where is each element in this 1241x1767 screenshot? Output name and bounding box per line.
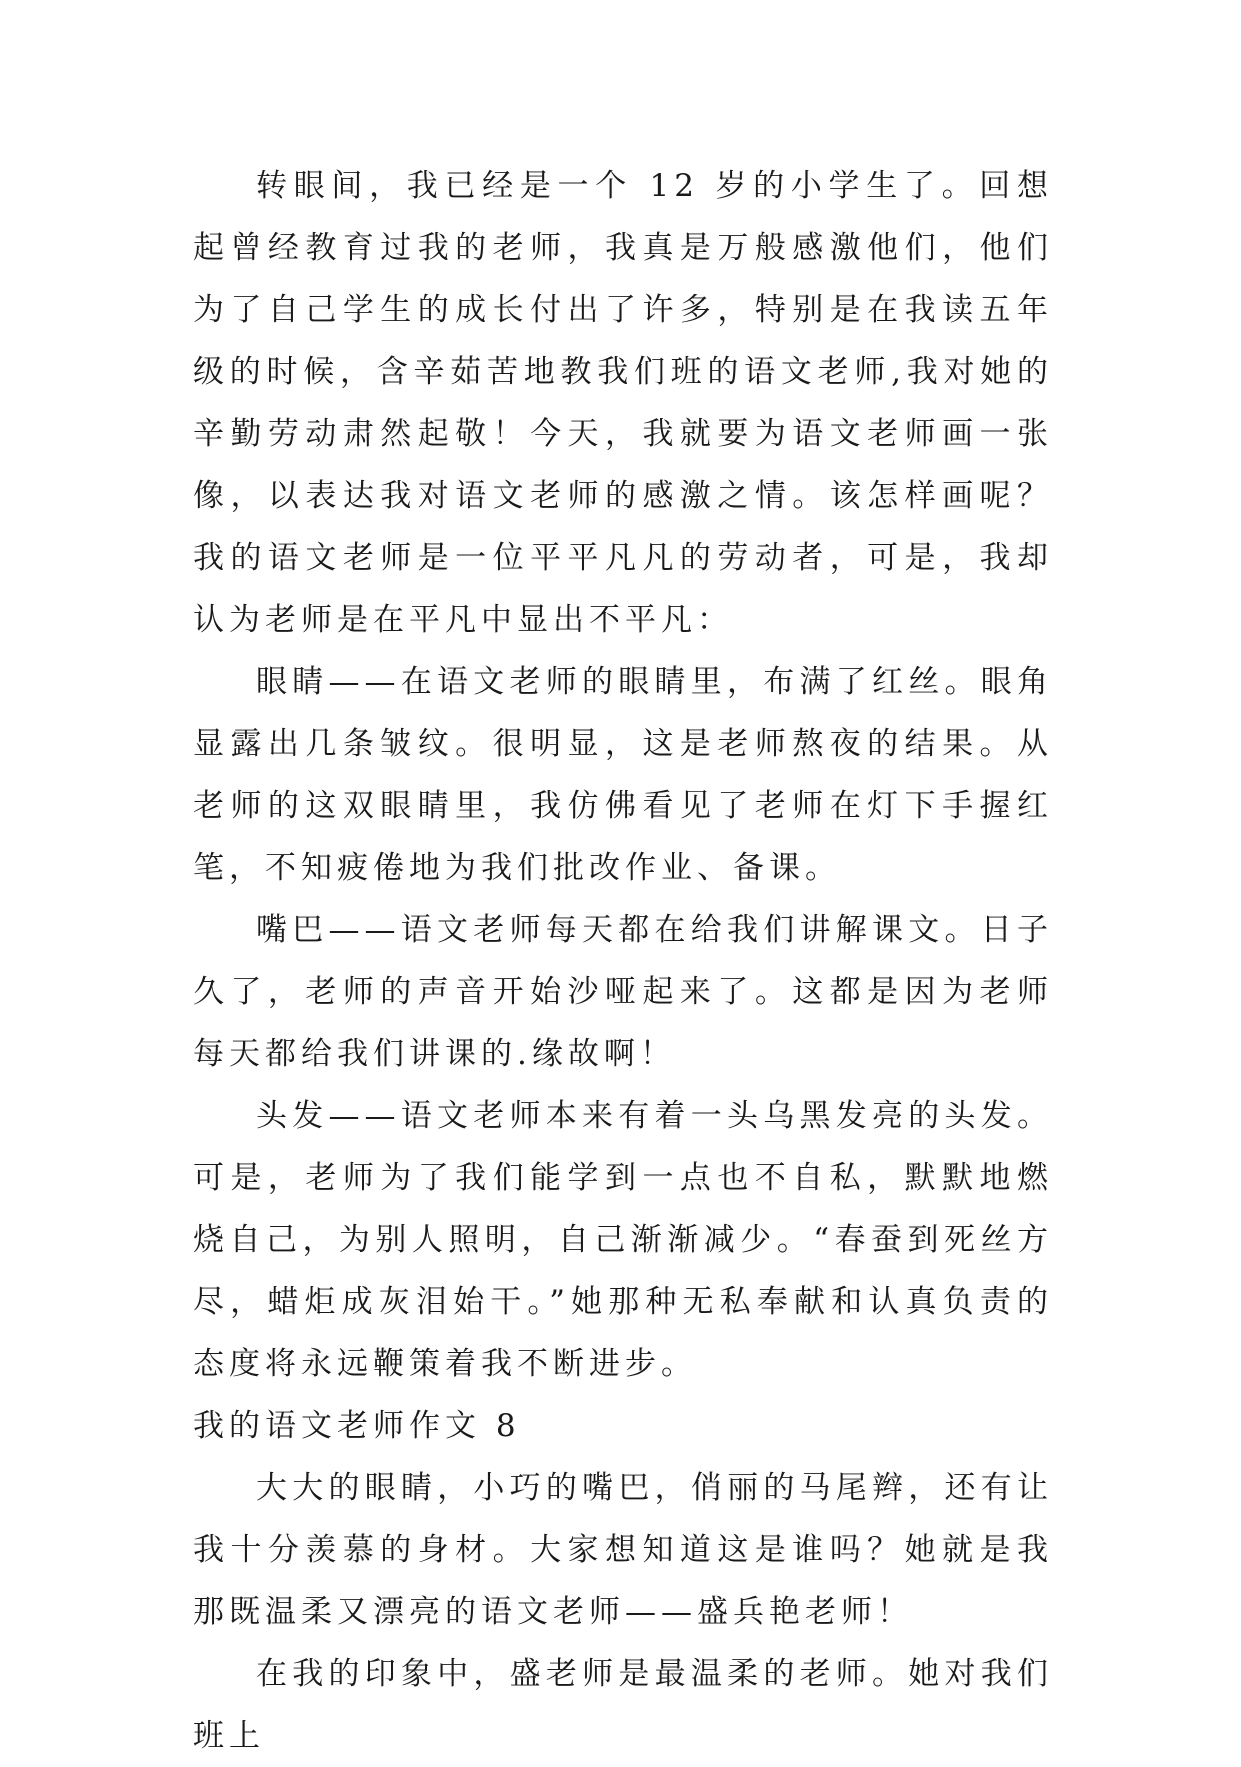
document-body: [193, 155, 1053, 1767]
section-heading: 我的语文老师作文 8: [193, 1408, 521, 1444]
paragraph-hair: 头发——语文老师本来有着一头乌黑发亮的头发。可是，老师为了我们能学到一点也不自私，默默地燃烧自己，为别人照明，自己渐渐减少。“春蚕到死丝方尽，蜡炬成灰泪始干。”她那种无私奉献和认真负责的态度将永远鞭策着我不断进步。: [193, 1098, 1053, 1382]
paragraph-mouth: 嘴巴——语文老师每天都在给我们讲解课文。日子久了，老师的声音开始沙哑起来了。这都是因为老师每天都给我们讲课的.缘故啊！: [193, 912, 1053, 1072]
paragraph-section-intro: 大大的眼睛，小巧的嘴巴，俏丽的马尾辫，还有让我十分羡慕的身材。大家想知道这是谁吗？她就是我那既温柔又漂亮的语文老师——盛兵艳老师！: [193, 1470, 1053, 1630]
paragraph-intro: 转眼间，我已经是一个 12 岁的小学生了。回想起曾经教育过我的老师，我真是万般感激他们，他们为了自己学生的成长付出了许多，特别是在我读五年级的时候，含辛茹苦地教我们班的语文老师,我对她的辛勤劳动肃然起敬！今天，我就要为语文老师画一张像，以表达我对语文老师的感激之情。该怎样画呢？我的语文老师是一位平平凡凡的劳动者，可是，我却认为老师是在平凡中显出不平凡：: [193, 168, 1053, 638]
paragraph-eyes: 眼睛——在语文老师的眼睛里，布满了红丝。眼角显露出几条皱纹。很明显，这是老师熬夜的结果。从老师的这双眼睛里，我仿佛看见了老师在灯下手握红笔，不知疲倦地为我们批改作业、备课。: [193, 664, 1053, 886]
paragraph-section-impression: 在我的印象中，盛老师是最温柔的老师。她对我们班上: [193, 1656, 1053, 1754]
